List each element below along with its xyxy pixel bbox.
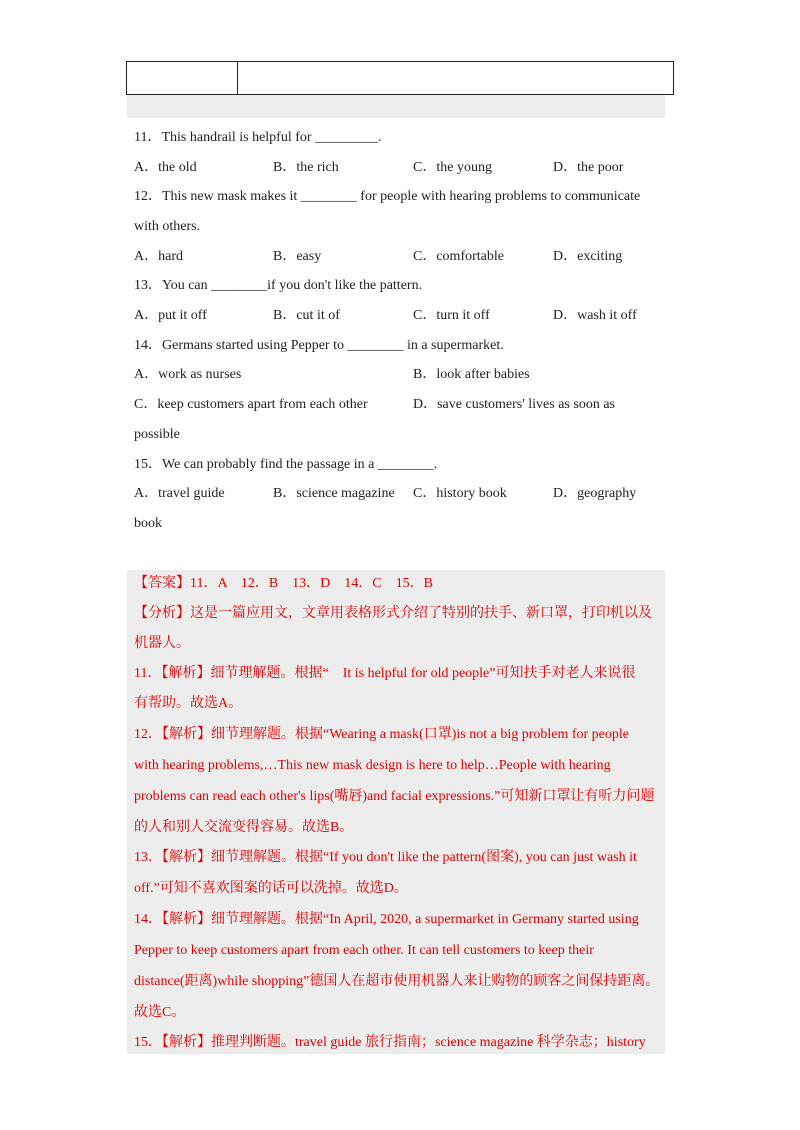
question-12-option-a: A．hard: [134, 249, 183, 264]
question-14-option-d-wrap: possible: [134, 427, 180, 442]
question-11-option-c: C．the young: [413, 160, 492, 175]
question-14-option-b: B．look after babies: [413, 367, 530, 382]
question-15-option-b: B．science magazine: [273, 486, 395, 501]
question-15-option-c: C．history book: [413, 486, 507, 501]
question-11-stem: 11．This handrail is helpful for _________.: [134, 130, 382, 145]
explanation-15-line-1: 15．【解析】推理判断题。travel guide 旅行指南；science magazine 科学杂志；history: [134, 1035, 646, 1050]
question-14-option-a: A．work as nurses: [134, 367, 242, 382]
question-12-option-d: D．exciting: [553, 249, 623, 264]
explanation-13-line-2: off.”可知不喜欢图案的话可以洗掉。故选D。: [134, 881, 408, 896]
explanation-14-line-1: 14．【解析】细节理解题。根据“In April, 2020, a supermarket in Germany started using: [134, 912, 639, 927]
explanation-12-line-2: with hearing problems,…This new mask design is here to help…People with hearing: [134, 758, 611, 773]
question-13-option-d: D．wash it off: [553, 308, 637, 323]
top-table-fragment: [126, 61, 674, 95]
analysis-line: 【分析】这是一篇应用文，文章用表格形式介绍了特别的扶手、新口罩，打印机以及: [134, 606, 652, 621]
explanation-11-line-1: 11．【解析】细节理解题。根据“ It is helpful for old people”可知扶手对老人来说很: [134, 666, 636, 681]
question-15-option-a: A．travel guide: [134, 486, 225, 501]
question-15-option-d: D．geography: [553, 486, 637, 501]
explanation-14-line-3: distance(距离)while shopping”德国人在超市使用机器人来让购物的顾客之间保持距离。: [134, 974, 660, 989]
explanation-11-line-2: 有帮助。故选A。: [134, 696, 243, 711]
question-13-option-b: B．cut it of: [273, 308, 340, 323]
explanation-13-line-1: 13．【解析】细节理解题。根据“If you don't like the pattern(图案), you can just wash it: [134, 850, 637, 865]
question-11-option-b: B．the rich: [273, 160, 339, 175]
question-15-option-d-wrap: book: [134, 516, 162, 531]
question-14-stem: 14．Germans started using Pepper to ________ in a supermarket.: [134, 338, 504, 353]
table-cell-right: [238, 62, 673, 94]
explanation-14-line-4: 故选C。: [134, 1005, 186, 1020]
question-15-stem: 15．We can probably find the passage in a ________.: [134, 457, 438, 472]
question-11-option-a: A．the old: [134, 160, 197, 175]
question-12-option-b: B．easy: [273, 249, 322, 264]
question-13-stem: 13．You can ________if you don't like the pattern.: [134, 278, 423, 293]
explanation-12-line-1: 12．【解析】细节理解题。根据“Wearing a mask(口罩)is not a big problem for people: [134, 727, 630, 742]
explanation-14-line-2: Pepper to keep customers apart from each other. It can tell customers to keep their: [134, 943, 594, 958]
analysis-line-cont: 机器人。: [134, 636, 190, 651]
question-14-option-d: D．save customers' lives as soon as: [413, 397, 615, 412]
question-12-option-c: C．comfortable: [413, 249, 504, 264]
question-14-option-c: C．keep customers apart from each other: [134, 397, 368, 412]
question-12-stem: 12．This new mask makes it ________ for people with hearing problems to communicate: [134, 189, 641, 204]
explanation-12-line-4: 的人和别人交流变得容易。故选B。: [134, 820, 354, 835]
table-cell-left: [127, 62, 238, 94]
answer-line: 【答案】11．A 12．B 13．D 14．C 15．B: [134, 576, 433, 591]
question-13-option-c: C．turn it off: [413, 308, 490, 323]
question-13-option-a: A．put it off: [134, 308, 207, 323]
question-11-option-d: D．the poor: [553, 160, 624, 175]
question-12-stem-cont: with others.: [134, 219, 201, 234]
explanation-12-line-3: problems can read each other's lips(嘴唇)and facial expressions.”可知新口罩让有听力问题: [134, 789, 655, 804]
